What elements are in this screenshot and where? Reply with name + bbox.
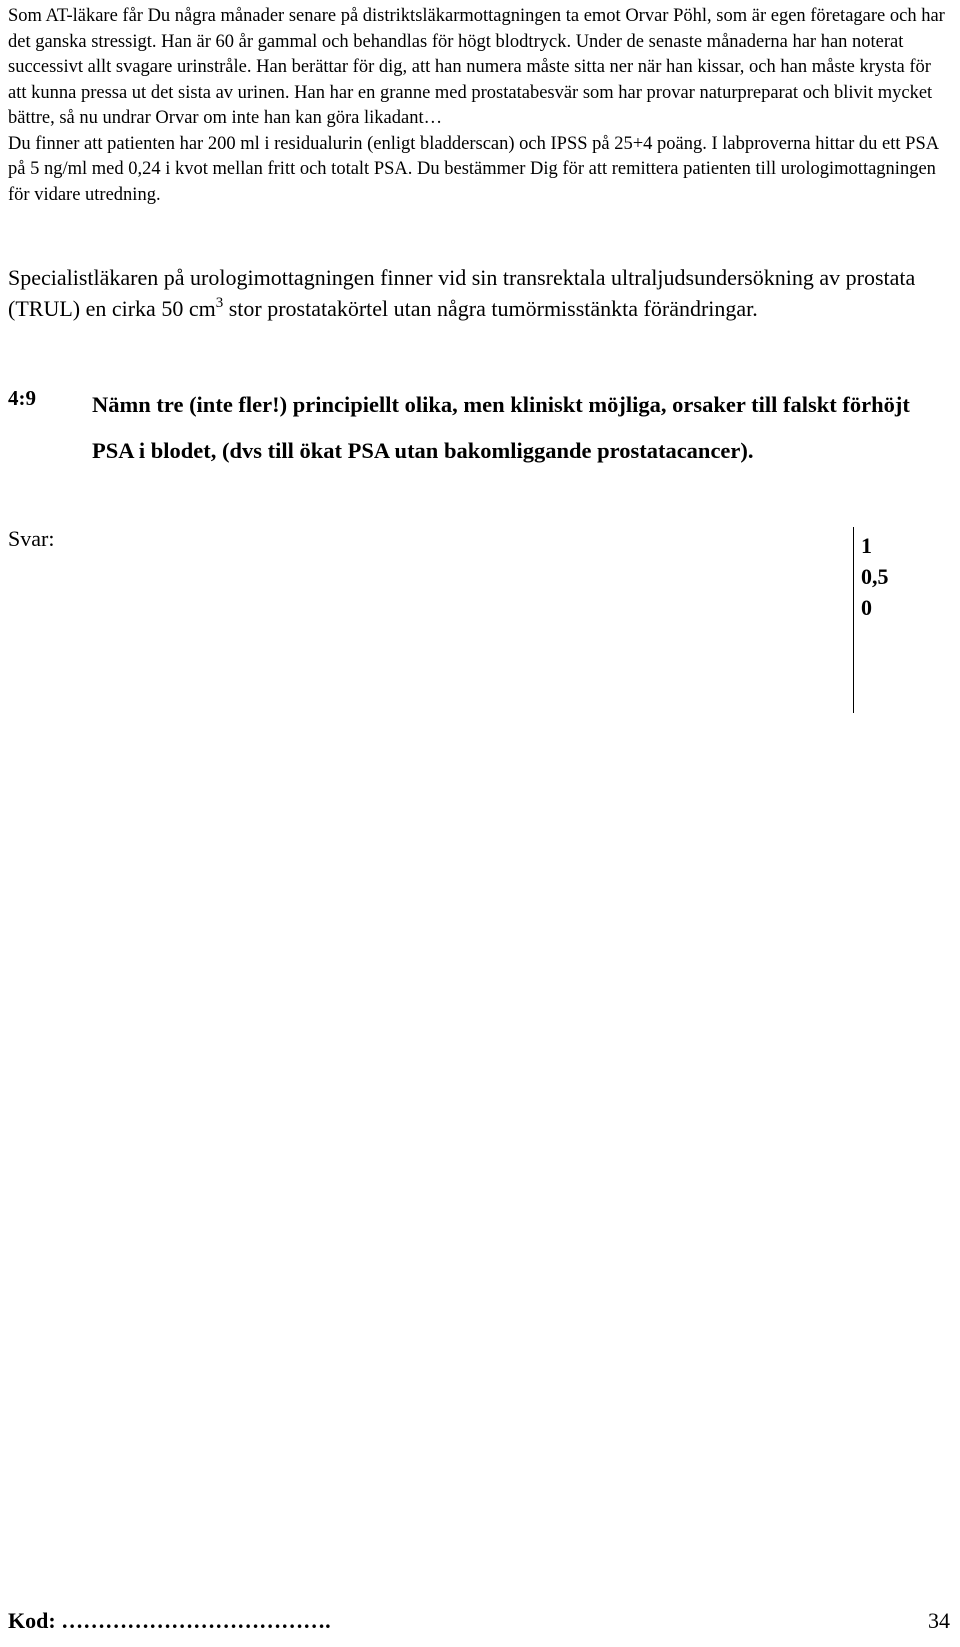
specialist-findings [8, 262, 948, 324]
question-text: Nämn tre (inte fler!) principiellt olika, men kliniskt möjliga, orsaker till falskt förhöjt PSA i blodet, (dvs till ökat PSA utan bakomliggande prostatacancer). [92, 392, 910, 463]
case-paragraph-1: Som AT-läkare får Du några månader senare på distriktsläkarmottagningen ta emot Orvar Pöhl, som är egen företagare och har det ganska stressigt. Han är 60 år gammal och behandlas för högt blodtryck. Under de senaste månaderna har han noterat successivt allt svagare urinstråle. Han berättar för dig, att han numera måste sitta ner när han kissar, och han måste krysta för att kunna pressa ut det sista av urinen. Han har en granne med prostatabesvär som har provar naturpreparat och blivit mycket bättre, så nu undrar Orvar om inte han kan göra likadant… [8, 6, 945, 128]
question-number: 4:9 [8, 386, 36, 410]
score-half: 0,5 [861, 564, 889, 589]
answer-label: Svar: [8, 526, 55, 551]
page-number: 34 [928, 1608, 950, 1633]
score-column [861, 530, 889, 623]
score-zero: 0 [861, 595, 872, 620]
specialist-text-after: stor prostatakörtel utan några tumörmisstänkta förändringar. [223, 296, 758, 321]
specialist-text-before: Specialistläkaren på urologimottagningen finner vid sin transrektala ultraljudsundersökning av prostata (TRUL) en cirka 50 cm [8, 265, 916, 321]
case-description [8, 4, 948, 208]
case-paragraph-2: Du finner att patienten har 200 ml i residualurin (enligt bladderscan) och IPSS på 25+4 poäng. I labproverna hittar du ett PSA på 5 ng/ml med 0,24 i kvot mellan fritt och totalt PSA. Du bestämmer Dig för att remittera patienten till urologimottagningen för vidare utredning. [8, 133, 939, 205]
score-full: 1 [861, 533, 872, 558]
cubic-superscript: 3 [215, 295, 224, 311]
code-field: Kod: ………………………………. [8, 1608, 331, 1633]
score-divider [853, 527, 854, 713]
